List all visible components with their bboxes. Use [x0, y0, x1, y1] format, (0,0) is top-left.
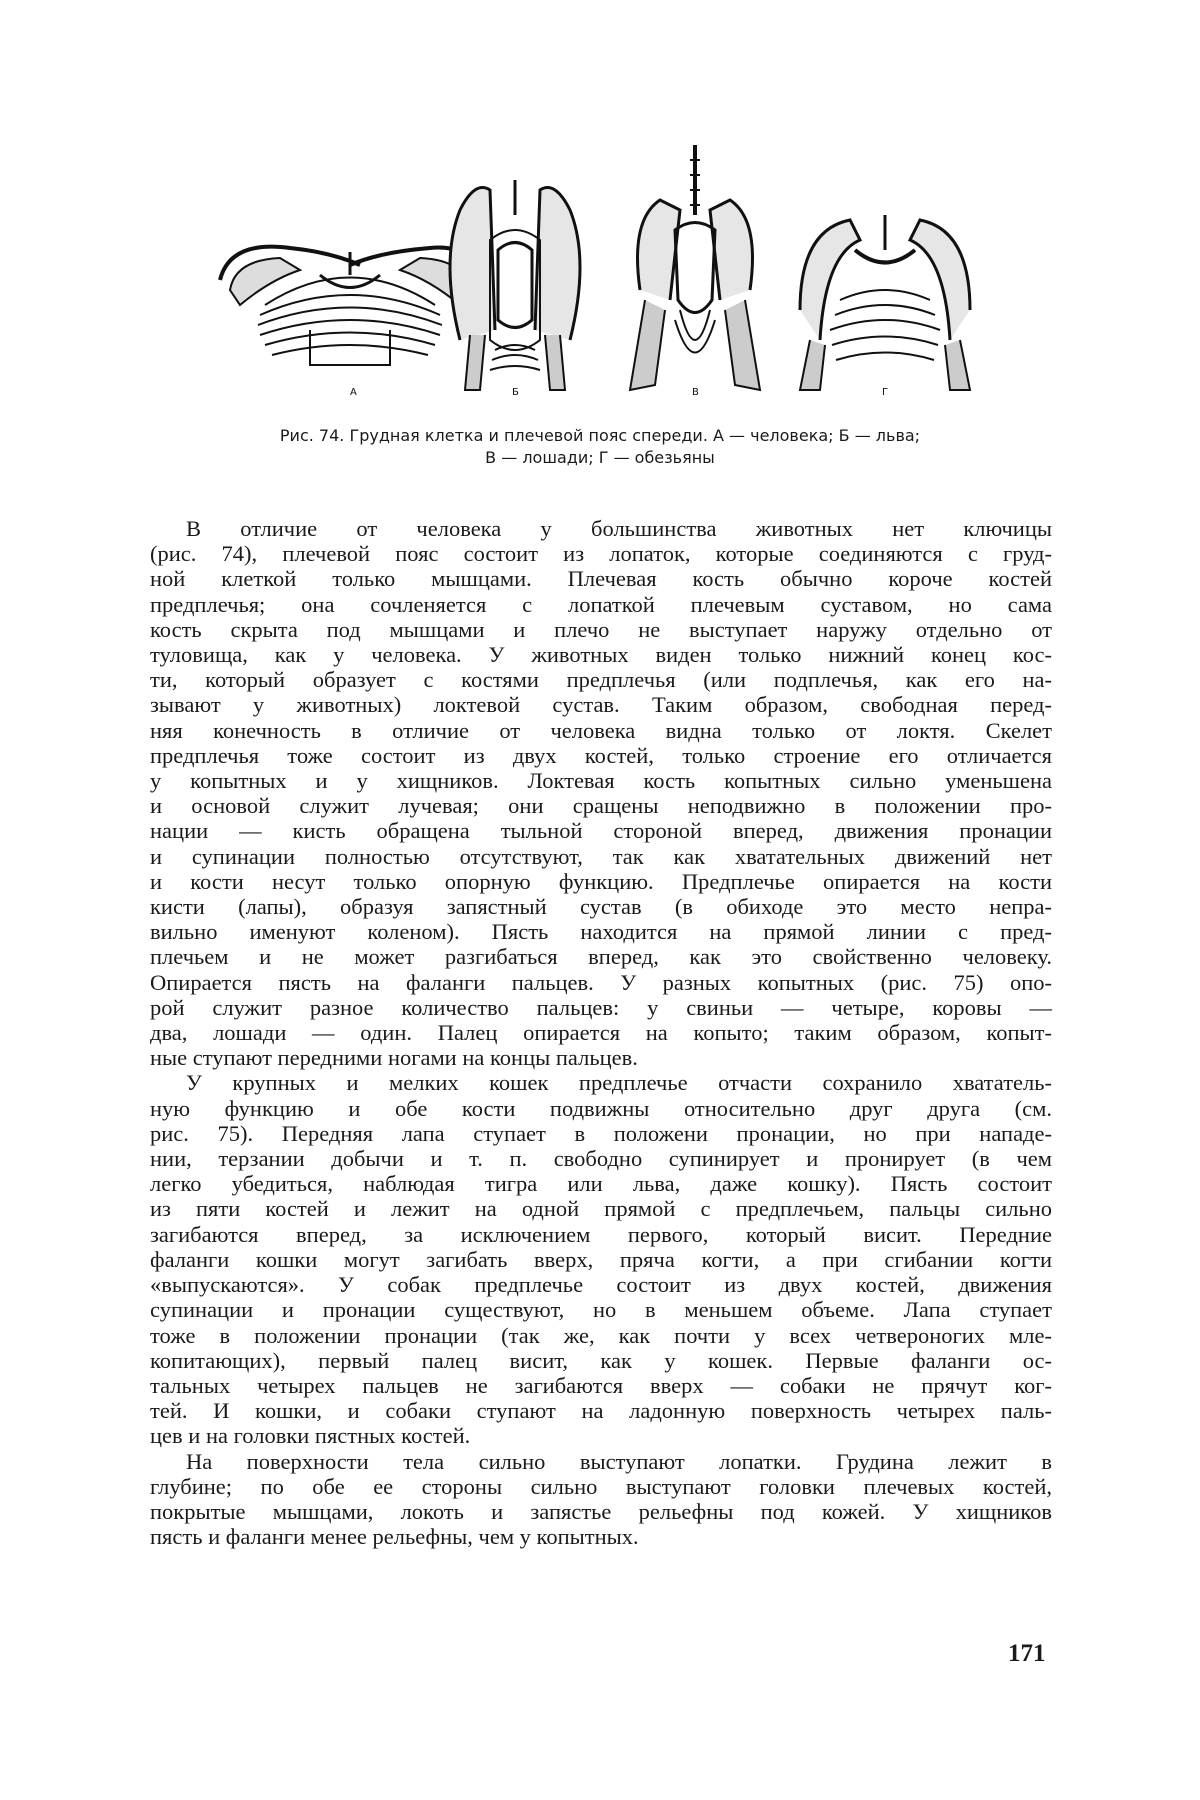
text-line: В отличие от человека у большинства животных нет ключицы	[186, 516, 1052, 541]
text-line: и основой служит лучевая; они сращены неподвижно в положении про-	[150, 793, 1052, 819]
text-line: глубине; по обе ее стороны сильно выступают головки плечевых костей,	[150, 1473, 1052, 1499]
caption-line: Рис. 74. Грудная клетка и плечевой пояс спереди. А — человека; Б — льва;	[279, 426, 921, 445]
text-line: легко убедиться, наблюдая тигра или льва, даже кошку). Пясть состоит	[150, 1171, 1052, 1197]
text-line: супинации и пронации существуют, но в меньшем объеме. Лапа ступает	[150, 1297, 1052, 1323]
illustration-horse	[630, 145, 760, 390]
text-line: туловища, как у человека. У животных виден только нижний конец кос-	[150, 642, 1052, 668]
text-line: ные ступают передними ногами на концы пальцев.	[150, 1045, 638, 1071]
text-line: (рис. 74), плечевой пояс состоит из лопаток, которые соединяются с груд-	[150, 541, 1052, 567]
text-line: Опирается пясть на фаланги пальцев. У разных копытных (рис. 75) опо-	[150, 969, 1052, 995]
text-line: фаланги кошки могут загибать вверх, пряча когти, а при сгибании когти	[150, 1246, 1052, 1272]
body-text	[150, 516, 1052, 1549]
text-line: ти, который образует с костями предплечья (или подплечья, как его на-	[150, 667, 1052, 693]
text-line: нии, терзании добычи и т. п. свободно супинирует и пронирует (в чем	[150, 1146, 1052, 1172]
text-line: рой служит разное количество пальцев: у свиньи — четыре, коровы —	[150, 994, 1052, 1020]
text-line: ную функцию и обе кости подвижны относительно друг друга (см.	[150, 1095, 1052, 1121]
text-line: из пяти костей и лежит на одной прямой с предплечьем, пальцы сильно	[150, 1196, 1052, 1222]
text-line: На поверхности тела сильно выступают лопатки. Грудина лежит в	[186, 1448, 1052, 1474]
figure-caption	[160, 425, 1040, 469]
paragraph	[150, 1449, 1052, 1550]
figure-letter-g: Г	[882, 387, 889, 398]
paragraph	[150, 516, 1052, 1070]
text-line: «выпускаются». У собак предплечье состоит из двух костей, движения	[150, 1272, 1052, 1298]
figure-letter-v: В	[692, 387, 699, 398]
text-line: копитающих), первый палец висит, как у кошек. Первые фаланги ос-	[150, 1347, 1052, 1373]
text-line: тей. И кошки, и собаки ступают на ладонную поверхность четырех паль-	[150, 1398, 1052, 1424]
text-line: у копытных и у хищников. Локтевая кость копытных сильно уменьшена	[150, 768, 1052, 794]
text-line: вильно именуют коленом). Пясть находится на прямой линии с пред-	[150, 919, 1052, 945]
text-line: тальных четырех пальцев не загибаются вверх — собаки не прячут ког-	[150, 1372, 1052, 1398]
illustration-lion	[450, 180, 580, 390]
text-line: кисти (лапы), образуя запястный сустав (в обиходе это место непра-	[150, 894, 1052, 920]
text-line: У крупных и мелких кошек предплечье отчасти сохранило хвататель-	[186, 1070, 1052, 1096]
text-line: и супинации полностью отсутствуют, так как хватательных движений нет	[150, 843, 1052, 869]
caption-line: В — лошади; Г — обезьяны	[485, 448, 715, 467]
page-number: 171	[1008, 1640, 1046, 1667]
illustration-monkey	[800, 215, 970, 390]
text-line: кость скрыта под мышцами и плечо не выступает наружу отдельно от	[150, 616, 1052, 642]
figure-74	[210, 140, 990, 400]
illustration-human	[220, 247, 480, 365]
text-line: рис. 75). Передняя лапа ступает в положени пронации, но при нападе-	[150, 1120, 1052, 1146]
text-line: два, лошади — один. Палец опирается на копыто; таким образом, копыт-	[150, 1020, 1052, 1046]
text-line: предплечья; она сочленяется с лопаткой плечевым суставом, но сама	[150, 591, 1052, 617]
text-line: покрытые мышцами, локоть и запястье рельефны под кожей. У хищников	[150, 1498, 1052, 1524]
text-line: плечьем и не может разгибаться вперед, как это свойственно человеку.	[150, 944, 1052, 970]
text-line: предплечья тоже состоит из двух костей, только строение его отличается	[150, 742, 1052, 768]
text-line: няя конечность в отличие от человека видна только от локтя. Скелет	[150, 717, 1052, 743]
text-line: и кости несут только опорную функцию. Предплечье опирается на кости	[150, 868, 1052, 894]
text-line: загибаются вперед, за исключением первого, который висит. Передние	[150, 1221, 1052, 1247]
text-line: зывают у животных) локтевой сустав. Таким образом, свободная перед-	[150, 692, 1052, 718]
text-line: нации — кисть обращена тыльной стороной вперед, движения пронации	[150, 818, 1052, 844]
figure-letter-a: А	[350, 387, 357, 398]
text-line: ной клеткой только мышцами. Плечевая кость обычно короче костей	[150, 566, 1052, 592]
figure-letter-b: Б	[512, 387, 519, 398]
paragraph	[150, 1070, 1052, 1448]
figure-74-drawing	[210, 140, 990, 400]
text-line: цев и на головки пястных костей.	[150, 1423, 471, 1449]
text-line: пясть и фаланги менее рельефны, чем у копытных.	[150, 1524, 639, 1550]
text-line: тоже в положении пронации (так же, как почти у всех четвероногих мле-	[150, 1322, 1052, 1348]
